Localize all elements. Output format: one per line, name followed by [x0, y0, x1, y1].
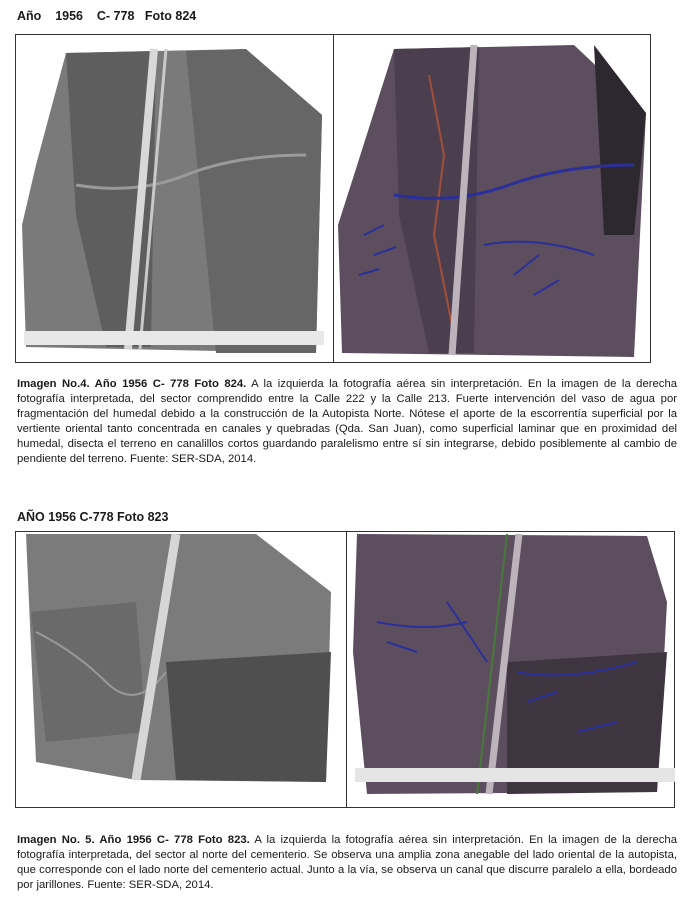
caption2-lead: Imagen No. 5. Año 1956 C- 778 Foto 823. — [17, 834, 250, 846]
figure1-heading: Año 1956 C- 778 Foto 824 — [17, 9, 197, 23]
aerial-photo-left-824 — [16, 35, 333, 362]
photo-border-strip — [24, 331, 324, 345]
figure1-frame — [15, 34, 651, 363]
photo-wetland — [31, 602, 146, 742]
caption1-body: A la izquierda la fotografía aérea sin interpretación. En la imagen de la derecha fotografía interpretada, del sector comprendido entre la Calle 222 y la Calle 213. Fuerte intervención del vaso de agua por fragmentación del humedal debido a la construcción de la Autopista Norte. Nótese el aporte de la escorrentía superficial por la vertiente oriental tanto concentrada en canales y quebradas (Qda. San Juan), como superficial laminar que en proximidad del humedal, disecta el terreno en canalillos cortos guardando paralelismo entre sí sin integrarse, debido posiblemente al cambio de pendiente del terreno. Fuente: SER-SDA, 2014. — [17, 378, 678, 465]
caption2-body: A la izquierda la fotografía aérea sin interpretación. En la imagen de la derecha fotografía interpretada, del sector al norte del cementerio. Se observa una amplia zona anegable del lado oriental de la autopista, que corresponde con el lado norte del cementerio actual. Junto a la vía, se observa un canal que discurre paralelo a ella, bordeado por jarillones. Fuente: SER-SDA, 2014. — [17, 834, 677, 891]
aerial-photo-left-823 — [16, 532, 346, 807]
figure2-caption — [17, 833, 677, 893]
figure2-frame — [15, 531, 675, 808]
aerial-photo-right-823 — [347, 532, 676, 807]
figure2-heading: AÑO 1956 C-778 Foto 823 — [17, 510, 169, 524]
aerial-photo-right-824 — [334, 35, 651, 362]
photo-border-strip — [355, 768, 675, 782]
caption1-lead: Imagen No.4. Año 1956 C- 778 Foto 824. — [17, 378, 247, 390]
figure1-caption — [17, 377, 677, 467]
photo-dark-zone — [166, 652, 331, 782]
